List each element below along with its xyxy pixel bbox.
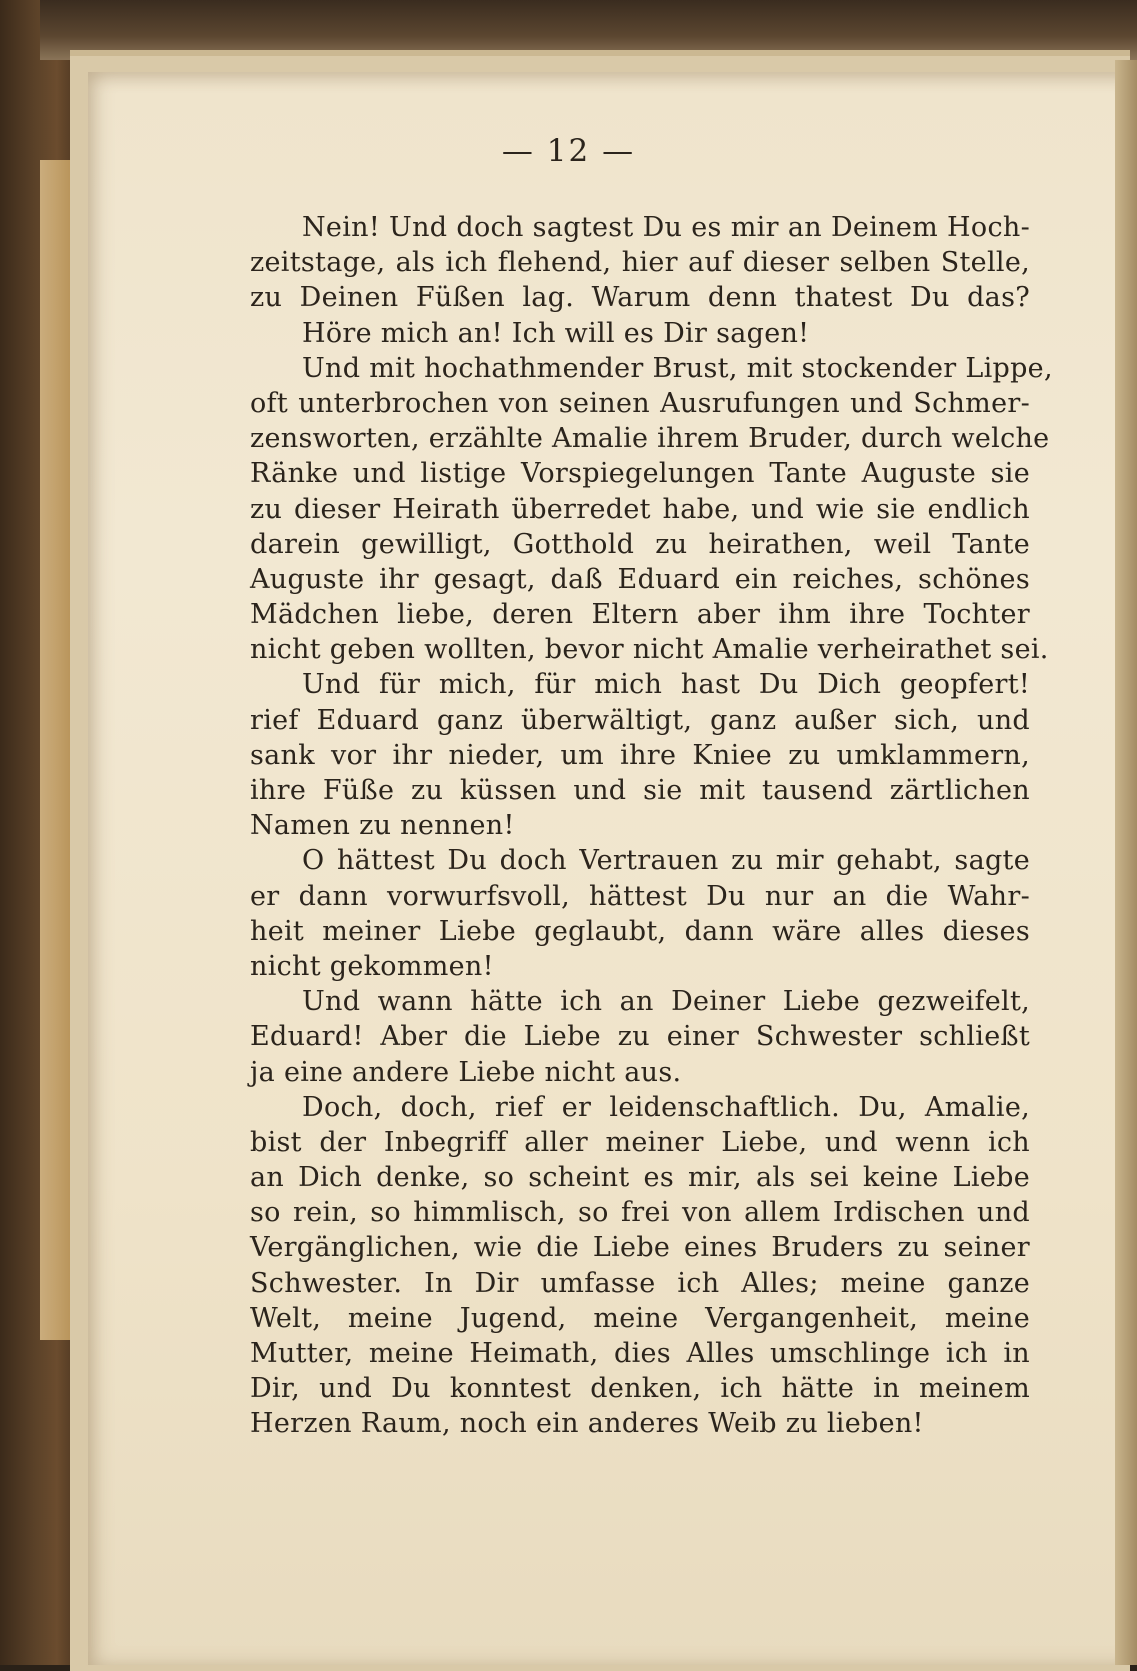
text-line: Eduard! Aber die Liebe zu einer Schwester schließt [250, 1021, 1030, 1053]
text-line: Namen zu nennen! [250, 810, 515, 842]
text-line: Und wann hätte ich an Deiner Liebe gezweifelt, [302, 986, 1030, 1018]
page-edge-tab [40, 160, 70, 1340]
text-line: heit meiner Liebe geglaubt, dann wäre alles dieses [250, 915, 1030, 947]
text-line: Vergänglichen, wie die Liebe eines Bruders zu seiner [250, 1232, 1030, 1264]
text-line: zu Deinen Füßen lag. Warum denn thatest Du das? [250, 282, 1030, 314]
text-line: nicht gekommen! [250, 950, 494, 982]
text-line: an Dich denke, so scheint es mir, als sei keine Liebe [250, 1162, 1030, 1194]
text-line: zu dieser Heirath überredet habe, und wie sie endlich [250, 493, 1030, 525]
text-line: Herzen Raum, noch ein anderes Weib zu lieben! [250, 1408, 924, 1440]
text-line: er dann vorwurfsvoll, hättest Du nur an die Wahr- [250, 880, 1030, 912]
text-line: Ränke und listige Vorspiegelungen Tante Auguste sie [250, 458, 1030, 490]
text-line: ja eine andere Liebe nicht aus. [250, 1056, 682, 1088]
text-line: ihre Füße zu küssen und sie mit tausend zärtlichen [250, 775, 1030, 806]
text-line: oft unterbrochen von seinen Ausrufungen und Schmer- [250, 387, 1030, 419]
text-line: so rein, so himmlisch, so frei von allem Irdischen und [250, 1197, 1030, 1229]
text-line: rief Eduard ganz überwältigt, ganz außer sich, und [250, 704, 1030, 736]
text-line: Höre mich an! Ich will es Dir sagen! [302, 317, 810, 349]
text-line: Dir, und Du konntest denken, ich hätte in meinem [250, 1373, 1030, 1405]
text-line: Auguste ihr gesagt, daß Eduard ein reiches, schönes [250, 563, 1030, 595]
text-line: O hättest Du doch Vertrauen zu mir gehabt, sagte [302, 845, 1030, 877]
page-number: — 12 — [501, 133, 636, 169]
text-line: zensworten, erzählte Amalie ihrem Bruder, durch welche [250, 423, 1050, 455]
text-line: nicht geben wollten, bevor nicht Amalie verheirathet sei. [250, 634, 1049, 666]
text-line: Doch, doch, rief er leidenschaftlich. Du, Amalie, [302, 1091, 1030, 1123]
text-line: Und mit hochathmender Brust, mit stockender Lippe, [302, 352, 1053, 384]
text-line: Mädchen liebe, deren Eltern aber ihm ihre Tochter [250, 599, 1030, 631]
text-line: Nein! Und doch sagtest Du es mir an Deinem Hoch- [302, 212, 1030, 243]
text-line: Und für mich, für mich hast Du Dich geopfert! [302, 669, 1030, 701]
text-line: Welt, meine Jugend, meine Vergangenheit, meine [250, 1302, 1030, 1334]
text-line: zeitstage, als ich flehend, hier auf dieser selben Stelle, [250, 247, 1030, 279]
text-line: darein gewilligt, Gotthold zu heirathen, weil Tante [250, 528, 1030, 560]
text-line: Mutter, meine Heimath, dies Alles umschlinge ich in [250, 1338, 1030, 1369]
right-page-edge [1115, 60, 1137, 1665]
text-line: sank vor ihr nieder, um ihre Kniee zu umklammern, [250, 739, 1030, 771]
text-line: bist der Inbegriff aller meiner Liebe, und wenn ich [250, 1126, 1030, 1158]
text-line: Schwester. In Dir umfasse ich Alles; meine ganze [250, 1267, 1030, 1299]
body-text [250, 210, 1053, 1442]
